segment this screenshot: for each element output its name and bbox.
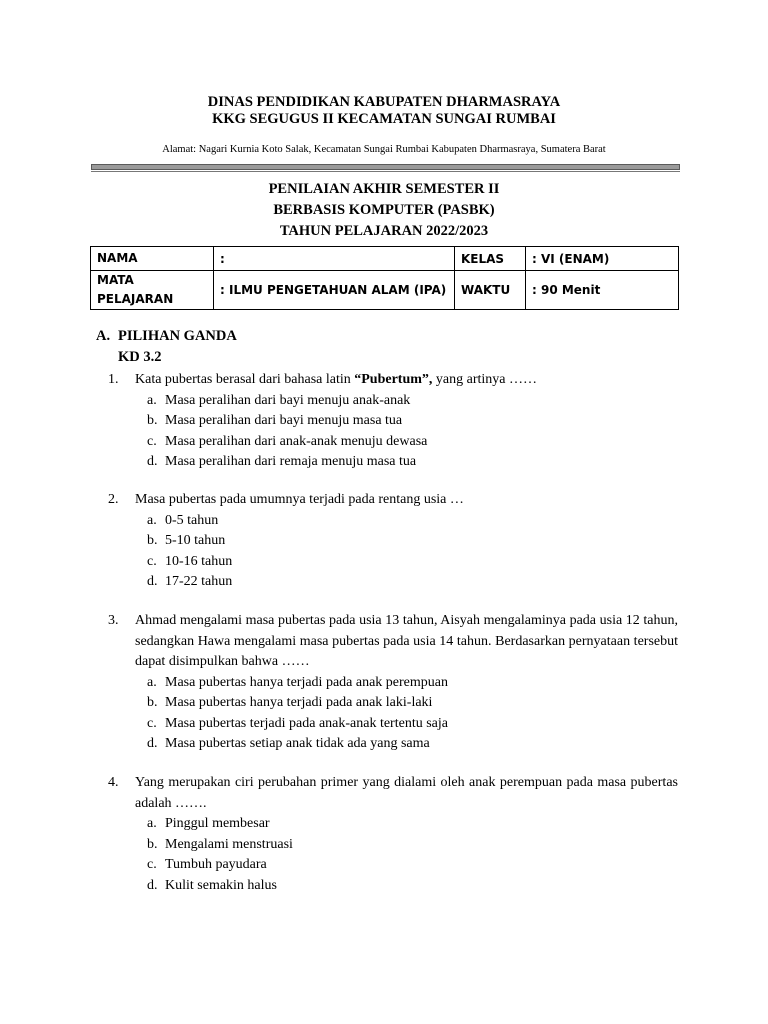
option-text: Masa pubertas hanya terjadi pada anak laki-laki: [165, 695, 433, 710]
option-text: 0-5 tahun: [165, 512, 219, 528]
option-text: Mengalami menstruasi: [165, 836, 293, 852]
option-d[interactable]: [147, 876, 678, 897]
option-text: Masa pubertas terjadi pada anak-anak tertentu saja: [165, 715, 448, 731]
option-b[interactable]: [147, 693, 678, 714]
option-c[interactable]: [147, 714, 678, 735]
option-list: [147, 814, 678, 896]
kd-label: KD 3.2: [118, 349, 162, 365]
option-text: 17-22 tahun: [165, 574, 233, 589]
exam-year: TAHUN PELAJARAN 2022/2023: [279, 223, 489, 239]
nama-field[interactable]: :: [214, 247, 455, 271]
option-a[interactable]: [147, 814, 678, 835]
option-text: Masa peralihan dari bayi menuju masa tua: [165, 413, 403, 428]
option-letter: a.: [147, 392, 157, 408]
question-4: [108, 773, 678, 896]
option-d[interactable]: [147, 572, 678, 593]
header-divider-thin: [91, 171, 680, 172]
section-heading: [96, 328, 237, 345]
student-info-table: [90, 246, 679, 310]
table-row: [91, 271, 679, 310]
option-a[interactable]: [147, 673, 678, 694]
option-text: 5-10 tahun: [165, 533, 226, 548]
option-text: Masa peralihan dari anak-anak menuju dewasa: [165, 433, 428, 449]
option-c[interactable]: [147, 432, 678, 453]
option-list: [147, 673, 678, 755]
kelas-label: KELAS: [455, 247, 526, 271]
question-stem: Ahmad mengalami masa pubertas pada usia 13 tahun, Aisyah mengalaminya pada usia 12 tahun, sedangkan Hawa mengalami masa pubertas pada usia 14 tahun. Berdasarkan pernyataan tersebut dapat disimpulkan bahwa ……: [135, 613, 678, 669]
question-number: 3.: [108, 613, 119, 628]
section-letter: A.: [96, 328, 111, 344]
option-d[interactable]: [147, 452, 678, 473]
exam-subtitle: BERBASIS KOMPUTER (PASBK): [273, 202, 495, 218]
option-letter: c.: [147, 433, 157, 449]
option-d[interactable]: [147, 734, 678, 755]
option-letter: b.: [147, 695, 158, 710]
waktu-value: : 90 Menit: [526, 271, 679, 310]
option-letter: b.: [147, 533, 158, 548]
option-letter: a.: [147, 512, 157, 528]
question-stem: [135, 370, 678, 391]
nama-label: NAMA: [91, 247, 214, 271]
option-letter: c.: [147, 857, 157, 872]
option-letter: c.: [147, 715, 157, 731]
option-list: [147, 391, 678, 473]
option-letter: d.: [147, 454, 158, 469]
option-a[interactable]: [147, 391, 678, 412]
question-3: [108, 611, 678, 755]
address-line: Alamat: Nagari Kurnia Koto Salak, Kecamatan Sungai Rumbai Kabupaten Dharmasraya, Sumatera Barat: [162, 144, 606, 155]
stem-text: Kata pubertas berasal dari bahasa latin: [135, 372, 355, 387]
option-letter: c.: [147, 553, 157, 569]
option-text: Tumbuh payudara: [165, 857, 267, 872]
stem-text: yang artinya ……: [432, 372, 538, 387]
option-letter: a.: [147, 674, 157, 690]
section-title: PILIHAN GANDA: [118, 328, 237, 344]
option-letter: d.: [147, 877, 158, 893]
mapel-label: MATA PELAJARAN: [91, 271, 214, 310]
mapel-value: : ILMU PENGETAHUAN ALAM (IPA): [214, 271, 455, 310]
option-text: Masa pubertas hanya terjadi pada anak perempuan: [165, 674, 448, 690]
option-text: Masa peralihan dari bayi menuju anak-anak: [165, 392, 411, 408]
option-letter: d.: [147, 736, 158, 751]
option-letter: b.: [147, 413, 158, 428]
question-stem: Masa pubertas pada umumnya terjadi pada rentang usia …: [135, 492, 464, 507]
option-a[interactable]: [147, 511, 678, 532]
option-letter: b.: [147, 836, 158, 852]
institution-subname: KKG SEGUGUS II KECAMATAN SUNGAI RUMBAI: [212, 111, 556, 127]
question-stem: Yang merupakan ciri perubahan primer yang dialami oleh anak perempuan pada masa pubertas adalah …….: [135, 775, 678, 811]
question-number: 2.: [108, 492, 119, 507]
question-number: 1.: [108, 372, 119, 387]
header-divider: [91, 164, 680, 170]
table-row: [91, 247, 679, 271]
waktu-label: WAKTU: [455, 271, 526, 310]
option-b[interactable]: [147, 411, 678, 432]
institution-name: DINAS PENDIDIKAN KABUPATEN DHARMASRAYA: [207, 94, 561, 110]
option-list: [147, 511, 678, 593]
question-1: [108, 370, 678, 473]
option-text: Masa pubertas setiap anak tidak ada yang sama: [165, 736, 430, 751]
kelas-value: : VI (ENAM): [526, 247, 679, 271]
stem-bold-term: “Pubertum”,: [354, 372, 433, 387]
option-b[interactable]: [147, 835, 678, 856]
option-text: Kulit semakin halus: [165, 877, 277, 893]
option-c[interactable]: [147, 855, 678, 876]
option-text: Masa peralihan dari remaja menuju masa tua: [165, 454, 417, 469]
question-number: 4.: [108, 775, 119, 790]
option-text: Pinggul membesar: [165, 816, 270, 831]
option-letter: a.: [147, 816, 157, 831]
option-letter: d.: [147, 574, 158, 589]
option-b[interactable]: [147, 531, 678, 552]
option-c[interactable]: [147, 552, 678, 573]
option-text: 10-16 tahun: [165, 553, 233, 569]
question-2: [108, 490, 678, 593]
exam-title: PENILAIAN AKHIR SEMESTER II: [268, 181, 500, 197]
